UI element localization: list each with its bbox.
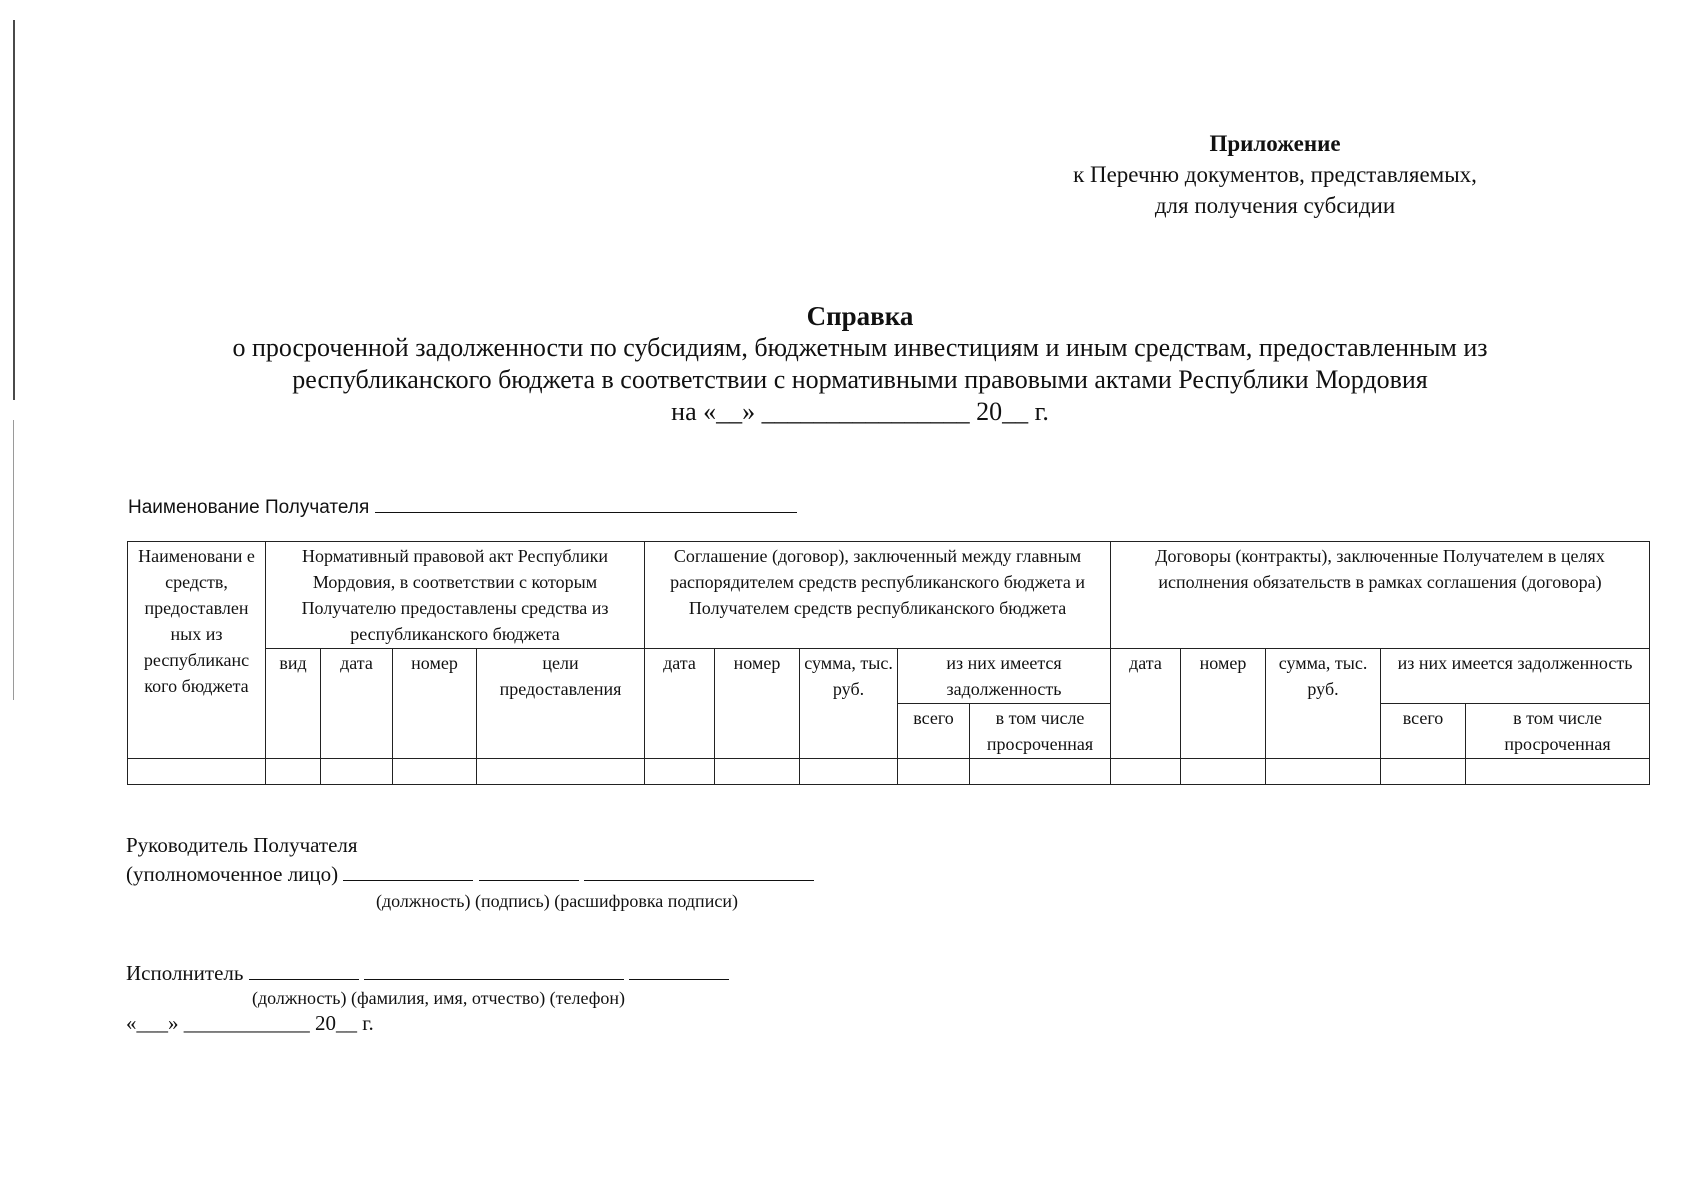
header-normative-act: Нормативный правовой акт Республики Мордовия, в соответствии с которым Получателю предоставлены средства из республиканского бюджета [266,542,645,649]
signer-authorized-label: (уполномоченное лицо) [126,862,339,886]
header-ct-total: всего [1381,704,1466,759]
table-cell[interactable] [1266,759,1381,785]
document-subtitle-line-2: республиканского бюджета в соответствии с нормативными правовыми актами Республики Мордовия [292,365,1428,394]
scan-edge-line [13,20,15,400]
header-funds-name: Наименовани е средств, предоставлен ных из республиканс кого бюджета [128,542,266,759]
header-ct-number: номер [1181,649,1266,759]
recipient-row [128,493,797,519]
header-ag-number: номер [715,649,800,759]
table-cell[interactable] [266,759,321,785]
appendix-line-2: для получения субсидии [1154,193,1396,218]
table-header-row-1 [128,542,1650,649]
table-header-row-2 [128,649,1650,704]
executor-line [126,958,729,987]
header-na-date: дата [321,649,393,759]
header-ct-sum: сумма, тыс. руб. [1266,649,1381,759]
executor-date-line: «___» ____________ 20__ г. [126,1011,374,1035]
header-na-number: номер [393,649,477,759]
signer-title: Руководитель Получателя [126,833,358,857]
signer-signature-field[interactable] [479,859,579,881]
table-cell[interactable] [970,759,1111,785]
signer-line [126,859,814,888]
table-cell[interactable] [393,759,477,785]
signer-position-field[interactable] [343,859,473,881]
appendix-block [1040,128,1510,221]
executor-caption: (должность) (фамилия, имя, отчество) (телефон) [252,988,626,1008]
table-cell[interactable] [645,759,715,785]
signer-block [126,832,814,915]
table-cell[interactable] [898,759,970,785]
table-cell[interactable] [128,759,266,785]
debt-table [127,541,1650,785]
executor-label: Исполнитель [126,961,244,985]
table-cell[interactable] [1381,759,1466,785]
executor-block [126,958,729,1037]
header-ct-debt: из них имеется задолженность [1381,649,1650,704]
scan-edge-line-faint [13,420,14,700]
table-cell[interactable] [1111,759,1181,785]
appendix-line-1: к Перечню документов, представляемых, [1073,162,1477,187]
header-ag-sum: сумма, тыс. руб. [800,649,898,759]
signer-caption: (должность) (подпись) (расшифровка подписи) [376,891,738,911]
executor-phone-field[interactable] [629,958,729,980]
appendix-heading: Приложение [1209,131,1341,156]
header-ag-date: дата [645,649,715,759]
table-cell[interactable] [1181,759,1266,785]
header-ct-date: дата [1111,649,1181,759]
document-date-line: на «__» ________________ 20__ г. [671,397,1049,426]
header-ct-overdue: в том числе просроченная [1466,704,1650,759]
recipient-label: Наименование Получателя [128,497,370,518]
table-cell[interactable] [800,759,898,785]
table-cell[interactable] [477,759,645,785]
header-agreement: Соглашение (договор), заключенный между главным распорядителем средств республиканского бюджета и Получателем средств республиканского бюджета [645,542,1111,649]
document-title: Справка [806,301,914,331]
header-na-purpose: цели предоставления [477,649,645,759]
signer-name-field[interactable] [584,859,814,881]
header-na-type: вид [266,649,321,759]
executor-name-field[interactable] [364,958,624,980]
table-cell[interactable] [321,759,393,785]
table-cell[interactable] [715,759,800,785]
header-contracts: Договоры (контракты), заключенные Получателем в целях исполнения обязательств в рамках соглашения (договора) [1111,542,1650,649]
header-ag-overdue: в том числе просроченная [970,704,1111,759]
recipient-name-field[interactable] [375,493,797,513]
document-subtitle-line-1: о просроченной задолженности по субсидиям, бюджетным инвестициям и иным средствам, предоставленным из [232,333,1488,362]
table-cell[interactable] [1466,759,1650,785]
header-ag-total: всего [898,704,970,759]
document-title-block [100,300,1620,428]
table-row [128,759,1650,785]
header-ag-debt: из них имеется задолженность [898,649,1111,704]
executor-position-field[interactable] [249,958,359,980]
